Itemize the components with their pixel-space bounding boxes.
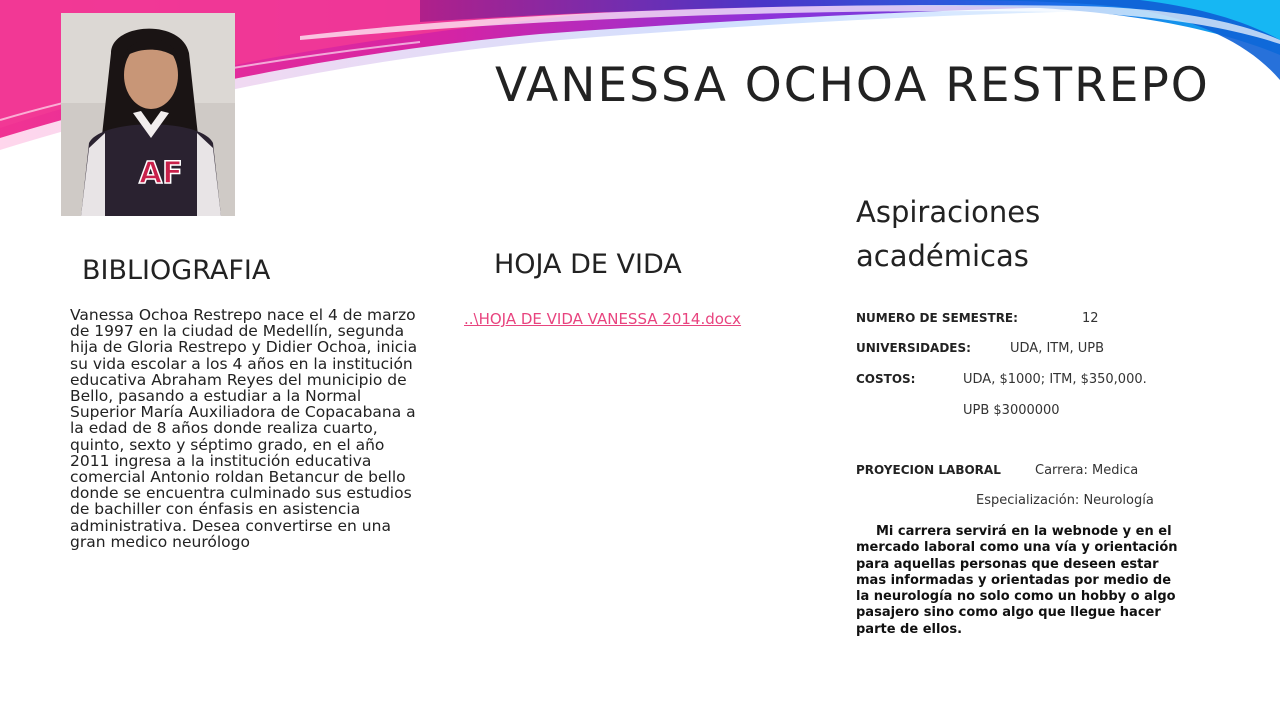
aspiraciones-heading [856,190,1040,278]
proyeccion-value: Carrera: Medica [1035,463,1139,478]
hoja-de-vida-link[interactable]: ..\HOJA DE VIDA VANESSA 2014.docx [464,310,742,328]
semestre-value: 12 [1082,311,1099,326]
hoja-de-vida-heading: HOJA DE VIDA [494,249,682,280]
universidades-value: UDA, ITM, UPB [1010,341,1104,356]
universidades-label: UNIVERSIDADES: [856,341,971,355]
costos-row [856,372,1147,387]
aspiraciones-heading-line2: académicas [856,239,1029,273]
aspiraciones-heading-line1: Aspiraciones [856,195,1041,229]
profile-photo-illustration [61,13,235,216]
semestre-row [856,311,1099,326]
especializacion-text: Especialización: Neurología [976,493,1154,508]
page-title: VANESSA OCHOA RESTREPO [495,58,1210,113]
costos-value-upb: UPB $3000000 [963,403,1060,418]
proyeccion-label: PROYECION LABORAL [856,463,1001,477]
profile-photo [61,13,235,216]
costos-value: UDA, $1000; ITM, $350,000. [963,372,1147,387]
carrera-paragraph-text: Mi carrera servirá en la webnode y en el mercado laboral como una vía y orientación para aquellas personas que deseen estar mas informadas y orientadas por medio de la neurología no solo como un hobby o algo pasajero sino como algo que llegue hacer parte de ellos. [856,524,1178,637]
bibliografia-text: Vanessa Ochoa Restrepo nace el 4 de marzo de 1997 en la ciudad de Medellín, segunda hija de Gloria Restrepo y Didier Ochoa, inicia su vida escolar a los 4 años en la institución educativa Abraham Reyes del municipio de Bello, pasando a estudiar a la Normal Superior María Auxiliadora de Copacabana a la edad de 8 años donde realiza cuarto, quinto, sexto y séptimo grado, en el año 2011 ingresa a la institución educativa comercial Antonio roldan Betancur de bello donde se encuentra culminado sus estudios de bachiller con énfasis en asistencia administrativa. Desea convertirse en una gran medico neurólogo [70,306,418,551]
svg-text:AF: AF [139,156,183,191]
costos-label: COSTOS: [856,372,916,386]
carrera-paragraph [856,524,1188,638]
bibliografia-heading: BIBLIOGRAFIA [82,255,271,286]
universidades-row [856,341,1104,356]
proyeccion-row [856,463,1139,478]
semestre-label: NUMERO DE SEMESTRE: [856,311,1018,325]
